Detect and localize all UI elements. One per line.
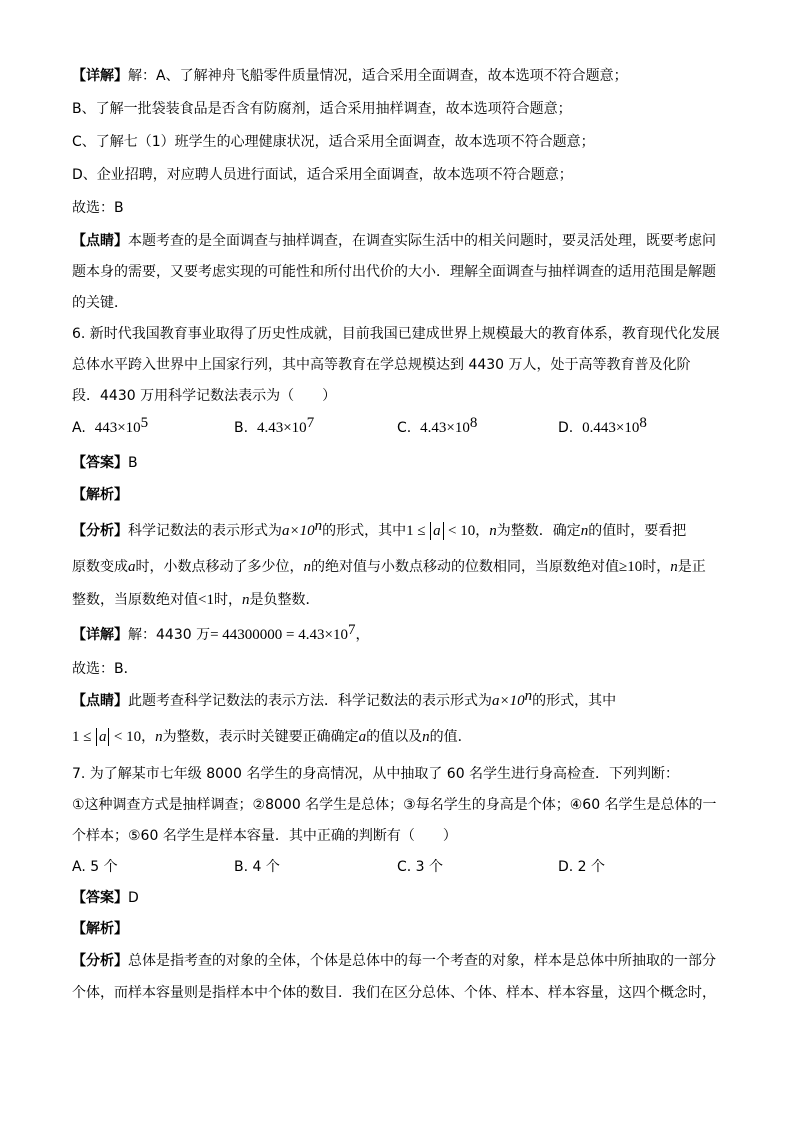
q6-analysis-3: 整数，当原数绝对值<1时，n是负整数． [72,592,320,608]
q6-comment-2: 1 ≤ a < 10，n为整数，表示时关键要正确确定a的值以及n的值． [72,729,472,745]
q6-analysis-tag: 【解析】 [72,487,128,503]
q7-analysis-tag: 【解析】 [72,921,128,937]
q7-option-a: A. 5 个 [72,859,118,875]
q7-analysis-2: 个体，而样本容量则是指样本中个体的数目．我们在区分总体、个体、样本、样本容量，这四个概念时， [72,985,716,1001]
q6-stem-3: 段．4430 万用科学记数法表示为（ ） [72,388,337,404]
q5-detail-b: B、了解一批袋装食品是否含有防腐剂，适合采用抽样调查，故本选项符合题意； [72,101,572,117]
q6-option-c: C. $4.43\times 10^8$ [397,415,478,436]
q6-comment-1: 【点睛】此题考查科学记数法的表示方法．科学记数法的表示形式为$a\times 10^n$的形式，其中 [72,688,617,709]
q6-answer: 【答案】B [72,455,138,471]
q6-option-d: D. $0.443\times 10^8$ [558,415,647,436]
q6-stem-1: 6. 新时代我国教育事业取得了历史性成就，目前我国已建成世界上规模最大的教育体系，教育现代化发展 [72,326,720,342]
comment-tag: 【点睛】 [72,233,128,249]
q7-option-d: D. 2 个 [558,859,606,875]
abs-value: a [96,728,110,746]
q7-analysis-1: 【分析】总体是指考查的对象的全体，个体是总体中的每一个考查的对象，样本是总体中所抽取的一部分 [72,953,716,969]
analysis-head-tag: 【分析】 [72,523,128,539]
q5-choose: 故选：B [72,200,124,216]
q5-comment-3: 的关键． [72,295,128,311]
q6-analysis-2: 原数变成a时，小数点移动了多少位，n的绝对值与小数点移动的位数相同，当原数绝对值≥10时，n是正 [72,559,706,575]
detail-tag: 【详解】 [72,68,128,84]
answer-tag: 【答案】 [72,455,128,471]
q7-stem-3: 个样本；⑤60 名学生是样本容量．其中正确的判断有（ ） [72,828,457,844]
comment-tag: 【点睛】 [72,693,128,709]
q7-stem-2: ①这种调查方式是抽样调查；②8000 名学生是总体；③每名学生的身高是个体；④60 名学生是总体的一 [72,797,717,813]
q7-stem-1: 7. 为了解某市七年级 8000 名学生的身高情况，从中抽取了 60 名学生进行身高检查．下列判断： [72,766,680,782]
q7-option-c: C. 3 个 [397,859,444,875]
q5-detail-a: 【详解】解：A、了解神舟飞船零件质量情况，适合采用全面调查，故本选项不符合题意； [72,68,628,84]
q7-answer: 【答案】D [72,890,139,906]
q7-option-b: B. 4 个 [234,859,280,875]
q6-analysis-1: 【分析】科学记数法的表示形式为$a\times 10^n$的形式，其中1 ≤ a < 10，n为整数．确定n的值时，要看把 [72,518,687,539]
q5-detail-d: D、企业招聘，对应聘人员进行面试，适合采用全面调查，故本选项不符合题意； [72,167,573,183]
detail-tag: 【详解】 [72,627,128,643]
q6-choose: 故选：B． [72,661,138,677]
q6-stem-2: 总体水平跨入世界中上国家行列，其中高等教育在学总规模达到 4430 万人，处于高等教育普及化阶 [72,357,691,373]
q5-comment-2: 题本身的需要，又要考虑实现的可能性和所付出代价的大小．理解全面调查与抽样调查的适用范围是解题 [72,264,716,280]
answer-tag: 【答案】 [72,890,128,906]
q6-option-a: A. $443\times 10^5$ [72,415,149,436]
q5-detail-c: C、了解七（1）班学生的心理健康状况，适合采用全面调查，故本选项不符合题意； [72,134,595,150]
q6-detail: 【详解】解：4430 万= $44300000 = 4.43\times 10^7$， [72,622,370,643]
q6-option-b: B. $4.43\times 10^7$ [234,415,315,436]
q5-comment-1: 【点睛】本题考查的是全面调查与抽样调查，在调查实际生活中的相关问题时，要灵活处理，既要考虑问 [72,233,716,249]
abs-value: a [430,522,444,540]
analysis-head-tag: 【分析】 [72,953,128,969]
